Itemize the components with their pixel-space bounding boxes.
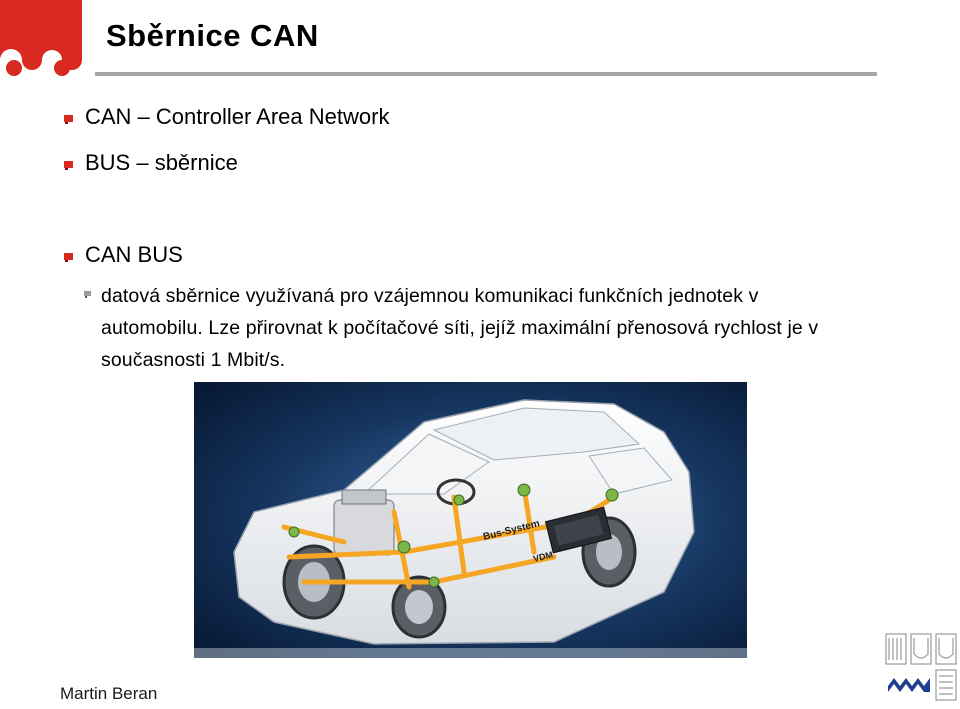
red-bullet-icon [64, 112, 74, 122]
author-name: Martin Beran [60, 684, 158, 703]
sub-bullet-text: datová sběrnice využívaná pro vzájemnou komunikaci funkčních jednotek v automobilu. Lze přirovnat k počítačové síti, jejíž maximální přenosová rychlost je v současnosti 1 Mbit/s. [101, 285, 819, 371]
bullet-item [64, 104, 389, 130]
bus-system-label: Bus-System [482, 518, 541, 543]
title-divider [95, 72, 877, 76]
gray-bullet-icon [84, 289, 92, 297]
corner-logo-icon [0, 0, 82, 76]
slide-title: Sběrnice CAN [106, 18, 319, 53]
red-bullet-icon [64, 158, 74, 168]
bullet-item [64, 150, 238, 176]
university-logo-icon [884, 632, 958, 706]
bullet-item [64, 242, 183, 268]
vdm-label: VDM [532, 549, 554, 564]
bullet-text: CAN – Controller Area Network [85, 104, 390, 129]
bullet-text: CAN BUS [85, 242, 183, 267]
can-bus-car-illustration [194, 382, 747, 658]
red-bullet-icon [64, 250, 74, 260]
sub-bullet-item [84, 280, 844, 376]
bullet-text: BUS – sběrnice [85, 150, 238, 175]
